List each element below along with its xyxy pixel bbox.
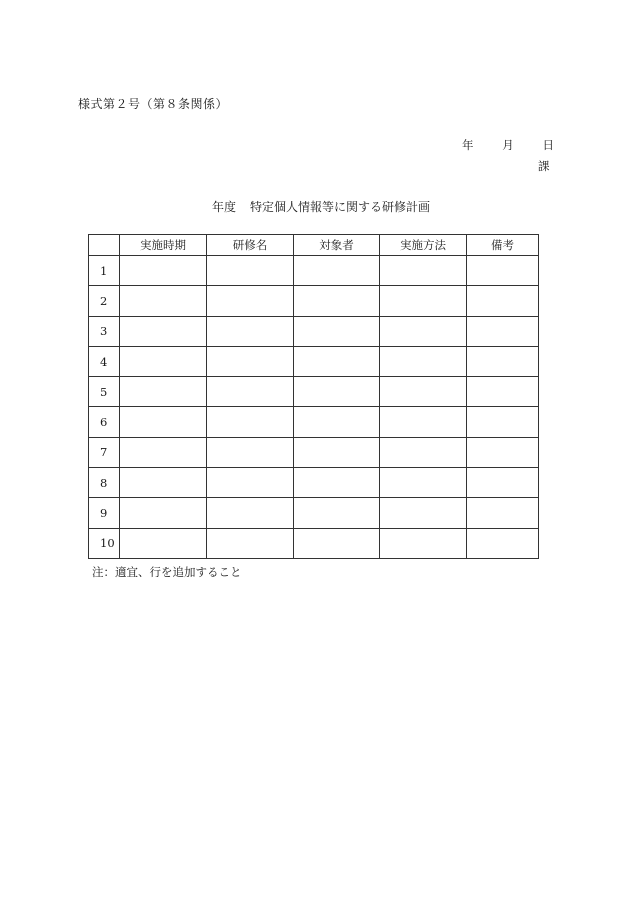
cell-training-name[interactable] (207, 377, 294, 407)
cell-training-name[interactable] (207, 286, 294, 316)
table-row (89, 286, 539, 316)
cell-method[interactable] (380, 346, 467, 376)
cell-method[interactable] (380, 256, 467, 286)
table-row (89, 407, 539, 437)
cell-notes[interactable] (467, 407, 539, 437)
cell-target[interactable] (294, 346, 380, 376)
training-plan-table (88, 234, 539, 559)
cell-target[interactable] (294, 468, 380, 498)
cell-period[interactable] (120, 346, 207, 376)
cell-method[interactable] (380, 316, 467, 346)
cell-target[interactable] (294, 377, 380, 407)
cell-target[interactable] (294, 256, 380, 286)
cell-period[interactable] (120, 377, 207, 407)
cell-period[interactable] (120, 498, 207, 528)
header-target: 対象者 (294, 235, 380, 256)
date-month-label: 月 (502, 138, 514, 152)
cell-notes[interactable] (467, 437, 539, 467)
cell-notes[interactable] (467, 316, 539, 346)
date-day-label: 日 (542, 138, 554, 152)
cell-period[interactable] (120, 407, 207, 437)
header-notes: 備考 (467, 235, 539, 256)
cell-notes[interactable] (467, 286, 539, 316)
row-number: 2 (89, 286, 120, 316)
cell-notes[interactable] (467, 346, 539, 376)
cell-method[interactable] (380, 437, 467, 467)
cell-method[interactable] (380, 286, 467, 316)
cell-training-name[interactable] (207, 437, 294, 467)
cell-target[interactable] (294, 498, 380, 528)
table-header-row (89, 235, 539, 256)
row-number: 6 (89, 407, 120, 437)
cell-notes[interactable] (467, 468, 539, 498)
cell-target[interactable] (294, 286, 380, 316)
table-row (89, 437, 539, 467)
cell-target[interactable] (294, 437, 380, 467)
cell-period[interactable] (120, 468, 207, 498)
row-number: 4 (89, 346, 120, 376)
cell-training-name[interactable] (207, 468, 294, 498)
cell-training-name[interactable] (207, 528, 294, 558)
table-row (89, 528, 539, 558)
cell-method[interactable] (380, 468, 467, 498)
row-number: 10 (89, 528, 120, 558)
table-row (89, 346, 539, 376)
cell-notes[interactable] (467, 256, 539, 286)
cell-period[interactable] (120, 316, 207, 346)
cell-target[interactable] (294, 316, 380, 346)
cell-training-name[interactable] (207, 346, 294, 376)
cell-training-name[interactable] (207, 316, 294, 346)
cell-period[interactable] (120, 437, 207, 467)
cell-notes[interactable] (467, 528, 539, 558)
page-title (0, 198, 630, 215)
table-row (89, 498, 539, 528)
title-main: 特定個人情報等に関する研修計画 (250, 200, 431, 214)
title-year-label: 年度 (211, 200, 236, 214)
row-number: 7 (89, 437, 120, 467)
cell-period[interactable] (120, 286, 207, 316)
row-number: 1 (89, 256, 120, 286)
footnote: 注：適宜、行を追加すること (92, 565, 242, 579)
header-number (89, 235, 120, 256)
cell-notes[interactable] (467, 498, 539, 528)
cell-method[interactable] (380, 528, 467, 558)
cell-method[interactable] (380, 498, 467, 528)
row-number: 5 (89, 377, 120, 407)
cell-period[interactable] (120, 256, 207, 286)
table-row (89, 316, 539, 346)
table-row (89, 256, 539, 286)
division-label: 課 (538, 159, 550, 173)
cell-method[interactable] (380, 377, 467, 407)
cell-method[interactable] (380, 407, 467, 437)
cell-training-name[interactable] (207, 498, 294, 528)
date-year-label: 年 (462, 138, 474, 152)
row-number: 9 (89, 498, 120, 528)
cell-target[interactable] (294, 528, 380, 558)
header-method: 実施方法 (380, 235, 467, 256)
row-number: 8 (89, 468, 120, 498)
table-row (89, 468, 539, 498)
header-period: 実施時期 (120, 235, 207, 256)
table-body (89, 256, 539, 559)
cell-target[interactable] (294, 407, 380, 437)
cell-period[interactable] (120, 528, 207, 558)
cell-training-name[interactable] (207, 256, 294, 286)
row-number: 3 (89, 316, 120, 346)
date-line (462, 137, 554, 153)
table-row (89, 377, 539, 407)
cell-training-name[interactable] (207, 407, 294, 437)
form-number: 様式第２号（第８条関係） (78, 97, 229, 111)
header-training-name: 研修名 (207, 235, 294, 256)
cell-notes[interactable] (467, 377, 539, 407)
